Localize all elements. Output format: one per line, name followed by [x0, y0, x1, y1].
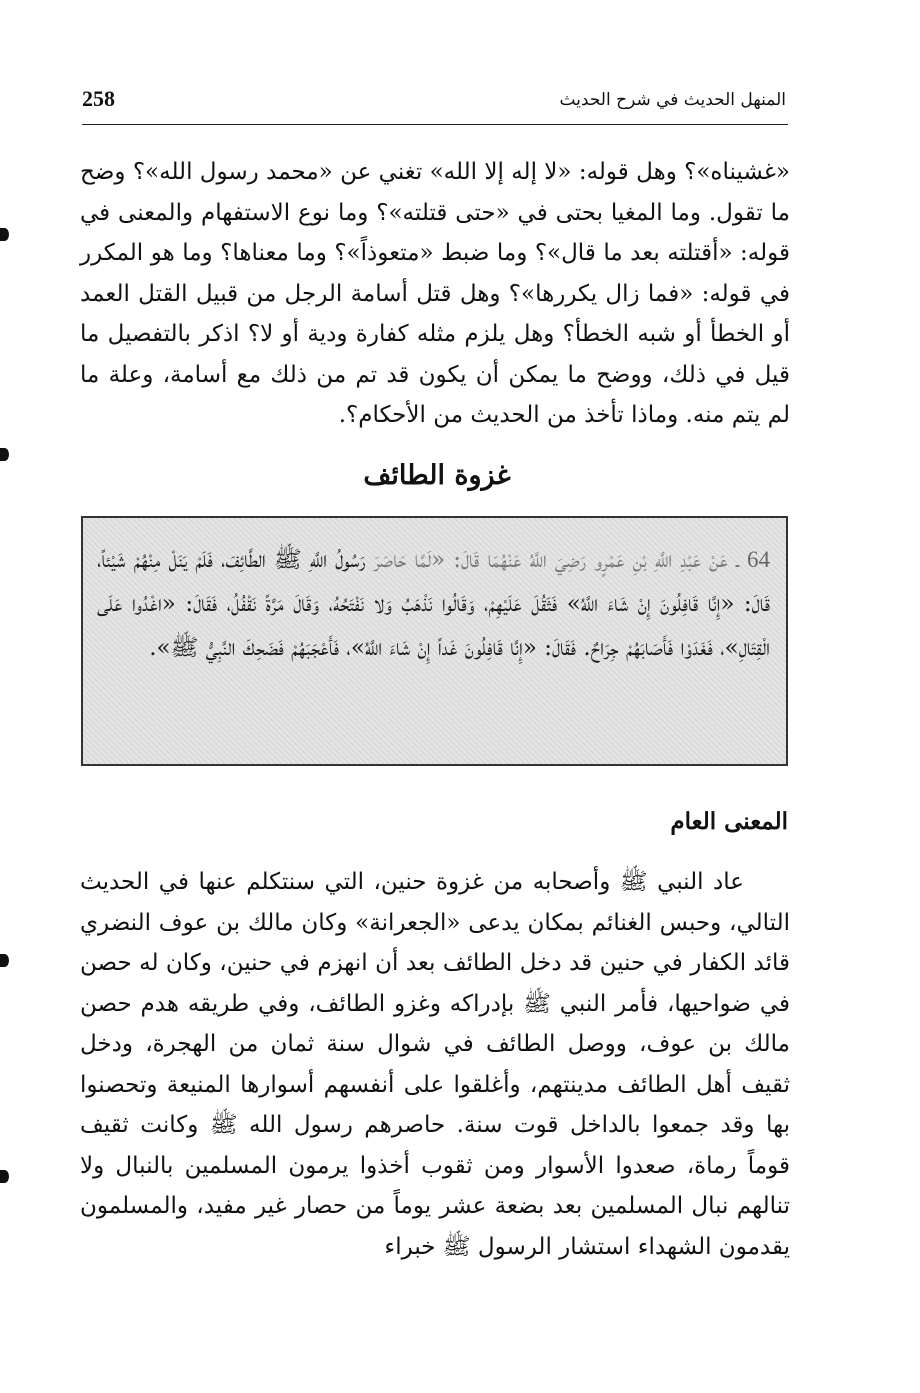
scan-edge-mark [0, 1170, 9, 1183]
scan-edge-mark [0, 228, 9, 241]
hadith-opening: ـ عَنْ عَبْدِ اللَّهِ بْنِ عَمْرٍو رَضِيَ اللَّهُ عَنْهُمَا قَالَ: «لَمَّا حَاصَرَ [373, 547, 739, 573]
hadith-box [81, 516, 788, 766]
page-number: 258 [82, 86, 115, 111]
hadith-number: 64 [747, 547, 771, 572]
meaning-paragraph: عاد النبي ﷺ وأصحابه من غزوة حنين، التي سنتكلم عنها في الحديث التالي، وحبس الغنائم بمكان يدعى «الجعرانة» وكان مالك بن عوف النضري قائد الكفار في حنين قد دخل الطائف بعد أن انهزم في حنين، وكان له حصن في ضواحيها، فأمر النبي ﷺ بإدراكه وغزو الطائف، وفي طريقه هدم حصن مالك بن عوف، ووصل الطائف في شوال سنة ثمان من الهجرة، ودخل ثقيف أهل الطائف مدينتهم، وأغلقوا على أنفسهم أسوارها المنيعة وتحصنوا بها وقد جمعوا بالداخل قوت سنة. حاصرهم رسول الله ﷺ وكانت ثقيف قوماً رماة، صعدوا الأسوار ومن ثقوب أخذوا يرمون المسلمين بالنبال ولا تنالهم نبال المسلمين بعد بضعة عشر يوماً من حصار غير مفيد، والمسلمون يقدمون الشهداء استشار الرسول ﷺ خبراء [80, 869, 790, 1260]
hadith-body: رَسُولُ اللَّهِ ﷺ الطَّائِفَ، فَلَمْ يَنَلْ مِنْهُمْ شَيْئاً، قَالَ: «إِنَّا قَافِلُونَ إِنْ شَاءَ اللَّهُ» فَثَقُلَ عَلَيْهِمْ، وَقَالُوا نَذْهَبُ وَلا نَفْتَحُهُ، وَقَالَ مَرَّةً نَقْفُلُ، فَقَالَ: «اغْدُوا عَلَى الْقِتَالِ»، فَغَدَوْا فَأَصَابَهُمْ جِرَاحٌ. فَقَالَ: «إِنَّا قَافِلُونَ غَداً إِنْ شَاءَ اللَّهُ»، فَأَعْجَبَهُمْ فَضَحِكَ النَّبِيُّ ﷺ». [97, 547, 771, 661]
hadith-text [97, 538, 770, 670]
scan-edge-mark [0, 448, 9, 461]
running-header [82, 86, 788, 125]
subheading-general-meaning: المعنى العام [670, 808, 788, 835]
questions-paragraph-block [80, 152, 790, 436]
scan-edge-mark [0, 954, 9, 967]
section-title: غزوة الطائف [363, 460, 511, 491]
questions-paragraph: «غشيناه»؟ وهل قوله: «لا إله إلا الله» تغني عن «محمد رسول الله»؟ وضح ما تقول. وما المغيا بحتى في «حتى قتلته»؟ وما نوع الاستفهام والمعنى في قوله: «أقتلته بعد ما قال»؟ وما ضبط «متعوذاً»؟ وما معناها؟ وما هو المكرر في قوله: «فما زال يكررها»؟ وهل قتل أسامة الرجل من قبيل القتل العمد أو الخطأ أو شبه الخطأ؟ وهل يلزم مثله كفارة ودية أو لا؟ اذكر بالتفصيل ما قيل في ذلك، ووضح ما يمكن أن يكون قد تم من ذلك مع أسامة، وعلة ما لم يتم منه. وماذا تأخذ من الحديث من الأحكام؟. [80, 159, 790, 428]
meaning-paragraph-block [80, 862, 790, 1267]
running-title: المنهل الحديث في شرح الحديث [559, 90, 786, 110]
